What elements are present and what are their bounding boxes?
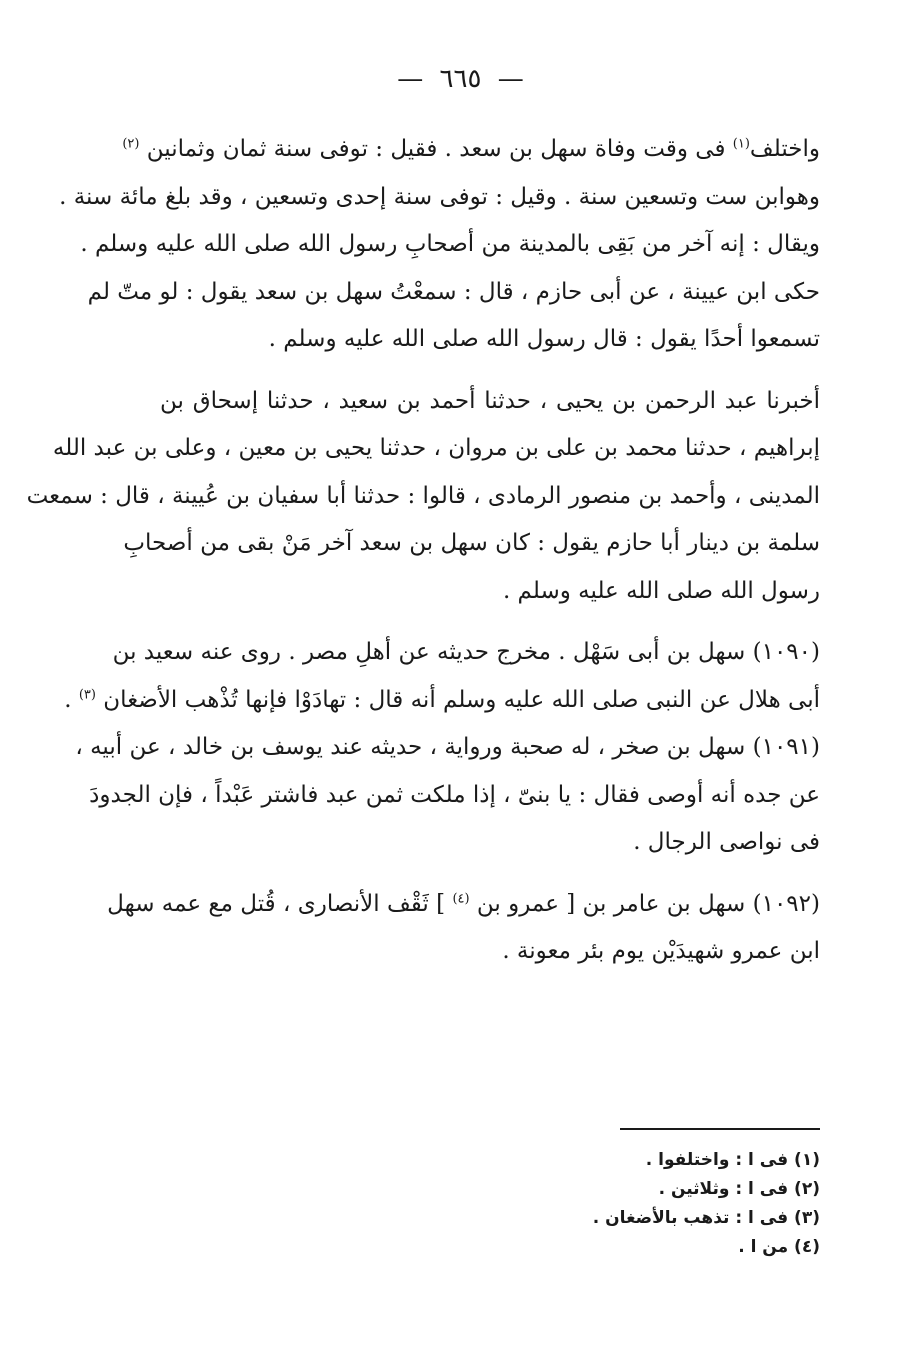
paragraph-gap bbox=[160, 615, 820, 629]
footnote-item: (٢) فى ا : وثلاثين . bbox=[658, 1179, 820, 1199]
main-text bbox=[26, 126, 820, 976]
text-line: عن جده أنه أوصى فقال : يا بنىّ ، إذا ملكت ثمن عبد فاشتر عَبْداً ، فإن الجدودَ bbox=[89, 781, 820, 808]
text-line: أخبرنا عبد الرحمن بن يحيى ، حدثنا أحمد بن سعيد ، حدثنا إسحاق بن bbox=[160, 387, 820, 414]
page-number-dash-left: — bbox=[397, 64, 424, 94]
paragraph bbox=[107, 881, 820, 976]
page-number-value: ٦٦٥ bbox=[439, 64, 482, 94]
text-line: حكى ابن عيينة ، عن أبى حازم ، قال : سمعْتُ سهل بن سعد يقول : لو متّ لم bbox=[87, 278, 820, 305]
text-line: واختلف$^{(١)}$ فى وقت وفاة سهل بن سعد . فقيل : توفى سنة ثمان وثمانين $^{(٢)}$ bbox=[122, 136, 820, 162]
paragraph-gap bbox=[160, 364, 820, 378]
page-number bbox=[0, 62, 921, 96]
footnote-ref: (٤) bbox=[452, 890, 470, 906]
text-line: أبى هلال عن النبى صلى الله عليه وسلم أنه قال : تهادَوْا فإنها تُذْهب الأضغان $^{(٣)}$ . bbox=[64, 686, 820, 713]
footnote-item: (٣) فى ا : تذهب بالأضغان . bbox=[592, 1208, 820, 1228]
footnote-ref: (١) bbox=[732, 136, 750, 152]
paragraph bbox=[26, 378, 820, 616]
footnote-ref: (٢) bbox=[122, 136, 140, 152]
paragraph bbox=[64, 629, 820, 867]
text-line: فى نواصى الرجال . bbox=[633, 829, 820, 855]
footnote-ref: (٣) bbox=[78, 686, 96, 702]
paragraph-gap bbox=[160, 867, 820, 881]
footnote-item: (١) فى ا : واختلفوا . bbox=[645, 1150, 820, 1170]
text-line: (١٠٩٠) سهل بن أبى سَهْل . مخرج حديثه عن أهلِ مصر . روى عنه سعيد بن bbox=[112, 639, 820, 665]
page-number-dash-right: — bbox=[497, 64, 524, 94]
text-line: تسمعوا أحدًا يقول : قال رسول الله صلى الله عليه وسلم . bbox=[268, 326, 820, 352]
text-line: وهوابن ست وتسعين سنة . وقيل : توفى سنة إحدى وتسعين ، وقد بلغ مائة سنة . bbox=[59, 183, 820, 210]
text-line: (١٠٩٢) سهل بن عامر بن [ عمرو بن $^{(٤)}$ ] ثَقْف الأنصارى ، قُتل مع عمه سهل bbox=[107, 890, 820, 917]
text-line: المدينى ، وأحمد بن منصور الرمادى ، قالوا : حدثنا أبا سفيان بن عُيينة ، قال : سمعت bbox=[26, 482, 820, 509]
text-line: سلمة بن دينار أبا حازم يقول : كان سهل بن سعد آخر مَنْ بقى من أصحابِ bbox=[123, 530, 820, 556]
footnotes bbox=[420, 1146, 820, 1262]
text-line: ويقال : إنه آخر من بَقِى بالمدينة من أصحابِ رسول الله صلى الله عليه وسلم . bbox=[80, 231, 820, 257]
text-line: إبراهيم ، حدثنا محمد بن على بن مروان ، حدثنا يحيى بن معين ، وعلى بن عبد الله bbox=[52, 435, 820, 461]
footnote-item: (٤) من ا . bbox=[738, 1237, 820, 1257]
text-line: (١٠٩١) سهل بن صخر ، له صحبة ورواية ، حديثه عند يوسف بن خالد ، عن أبيه ، bbox=[75, 734, 820, 760]
footnote-divider bbox=[620, 1128, 820, 1130]
paragraph bbox=[59, 126, 820, 364]
text-line: رسول الله صلى الله عليه وسلم . bbox=[502, 577, 820, 604]
text-line: ابن عمرو شهيدَيْن يوم بئر معونة . bbox=[502, 938, 820, 964]
